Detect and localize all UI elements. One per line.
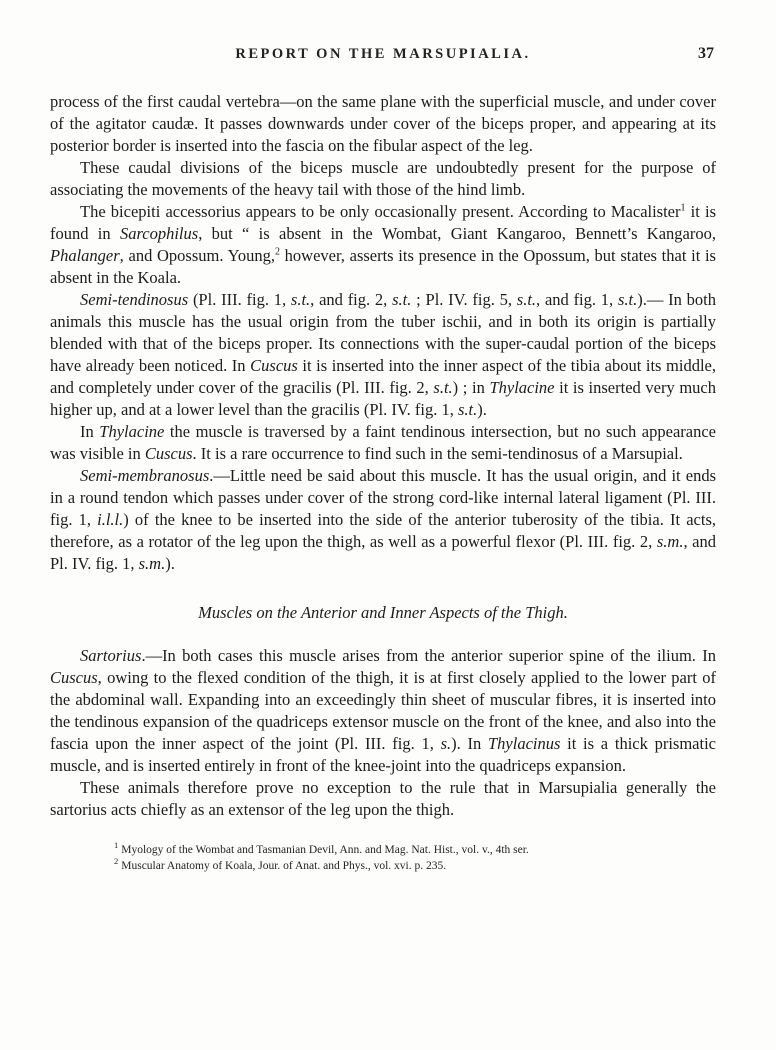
footnote	[114, 840, 716, 859]
text-segment: i.l.l.	[97, 510, 124, 529]
text-segment: , and Pl. IV. fig. 1,	[50, 532, 716, 573]
footnote-text: Myology of the Wombat and Tasmanian Devil, Ann. and Mag. Nat. Hist., vol. v., 4th ser.	[121, 844, 529, 856]
text-segment: it is inserted into the inner aspect of the tibia about its middle, and completely under cover of the gracilis (Pl. III. fig. 2,	[50, 356, 717, 397]
text-segment: , and fig. 1,	[536, 290, 618, 309]
paragraph	[50, 157, 716, 201]
footnote-marker: 1	[114, 840, 119, 851]
text-segment: .—In both cases this muscle arises from the anterior superior spine of the ilium. In	[141, 646, 716, 665]
text-segment: , and Opossum. Young,	[119, 246, 275, 265]
text-segment: Cuscus	[144, 444, 193, 463]
text-segment: In	[80, 422, 100, 441]
page-number: 37	[698, 45, 714, 62]
paragraph	[50, 645, 716, 777]
paragraph	[50, 201, 716, 289]
text-segment: Cuscus	[250, 356, 298, 375]
text-segment: Sarcophilus	[119, 224, 199, 243]
text-segment: ).	[165, 554, 175, 573]
page-header	[50, 46, 716, 63]
text-segment: , but “ is absent in the Wombat, Giant Kangaroo, Bennett’s Kangaroo,	[198, 224, 716, 243]
text-segment: Semi-membranosus	[80, 466, 210, 485]
paragraph	[50, 91, 716, 157]
footnotes	[50, 840, 716, 874]
text-segment: it is a thick prismatic muscle, and is inserted entirely in front of the knee-joint into the quadriceps expansion.	[50, 734, 716, 775]
text-segment: These animals therefore prove no exception to the rule that in Marsupialia generally the sartorius acts chiefly as an extensor of the leg upon the thigh.	[50, 778, 716, 819]
text-segment: ).	[477, 400, 487, 419]
running-title: REPORT ON THE MARSUPIALIA.	[235, 46, 531, 62]
text-segment: s.m.	[138, 554, 166, 573]
text-block	[50, 91, 716, 821]
text-segment: , owing to the flexed condition of the thigh, it is at first closely applied to the lower part of the abdominal wall. Expanding into an exceedingly thin sheet of muscular fibres, it is inserted into the tendinous expansion of the quadriceps extensor muscle on the front of the knee, and also into the fascia upon the inner aspect of the joint (Pl. III. fig. 1,	[50, 668, 716, 753]
text-segment: The bicepiti accessorius appears to be only occasionally present. According to Macalister	[80, 202, 681, 221]
footnote	[114, 855, 716, 875]
text-segment: , and fig. 2,	[310, 290, 393, 309]
section-heading	[50, 602, 716, 624]
text-segment: ) of the knee to be inserted into the side of the anterior tuberosity of the tibia. It acts, therefore, as a rotator of the leg upon the thigh, as well as a powerful flexor (Pl. III. fig. 2,	[50, 510, 716, 551]
footnote-text: Muscular Anatomy of Koala, Jour. of Anat. and Phys., vol. xvi. p. 235.	[121, 859, 447, 872]
text-segment: it is found in	[50, 202, 716, 243]
paragraph	[50, 421, 716, 465]
text-segment: s.t.	[516, 290, 537, 309]
footnote-reference: 1	[680, 202, 686, 214]
text-segment: Thylacine	[489, 378, 555, 397]
text-segment: Phalanger	[50, 246, 120, 265]
text-segment: ) ; in	[452, 378, 490, 397]
text-segment: s.	[440, 734, 452, 753]
paragraph	[50, 465, 716, 575]
text-segment: s.t.	[392, 290, 412, 309]
text-segment: .—Little need be said about this muscle. It has the usual origin, and it ends in a round tendon which passes under cover of the strong cord-like internal lateral ligament (Pl. III. fig. 1,	[50, 466, 716, 529]
footnote-marker: 2	[114, 855, 119, 866]
text-segment: s.t.	[457, 400, 478, 419]
text-segment: ; Pl. IV. fig. 5,	[411, 290, 517, 309]
text-segment: s.t.	[617, 290, 638, 309]
paragraph	[50, 289, 716, 421]
text-segment: Thylacine	[99, 422, 165, 441]
text-segment: Cuscus	[50, 668, 98, 687]
text-segment: s.t.	[433, 378, 453, 397]
text-segment: These caudal divisions of the biceps muscle are undoubtedly present for the purpose of associating the movements of the heavy tail with those of the hind limb.	[50, 158, 716, 199]
text-segment: process of the first caudal vertebra—on the same plane with the superficial muscle, and under cover of the agitator caudæ. It passes downwards under cover of the biceps proper, and appearing at its posterior border is inserted into the fascia on the fibular aspect of the leg.	[50, 92, 716, 155]
text-segment: ). In	[451, 734, 488, 753]
paragraph	[50, 777, 716, 821]
text-segment: Semi-tendinosus	[80, 290, 189, 309]
text-segment: s.m.	[656, 532, 684, 551]
footnote-reference: 2	[274, 246, 280, 258]
text-segment: the muscle is traversed by a faint tendinous intersection, but no such appearance was visible in	[50, 422, 716, 463]
text-segment: . It is a rare occurrence to find such in the semi-tendinosus of a Marsupial.	[192, 444, 683, 463]
text-segment: Thylacinus	[487, 734, 561, 753]
text-segment: however, asserts its presence in the Opossum, but states that it is absent in the Koala.	[50, 246, 716, 287]
text-segment: it is inserted very much higher up, and at a lower level than the gracilis (Pl. IV. fig. 1,	[50, 378, 716, 419]
text-segment: ).— In both animals this muscle has the usual origin from the tuber ischii, and in both its origin is partially blended with that of the biceps proper. Its connections with the super-caudal portion of the biceps have already been noticed. In	[50, 290, 717, 375]
text-segment: (Pl. III. fig. 1,	[188, 290, 291, 309]
text-segment: Muscles on the Anterior and Inner Aspects of the Thigh.	[198, 603, 568, 622]
text-segment: Sartorius	[80, 646, 142, 665]
text-segment: s.t.	[290, 290, 311, 309]
